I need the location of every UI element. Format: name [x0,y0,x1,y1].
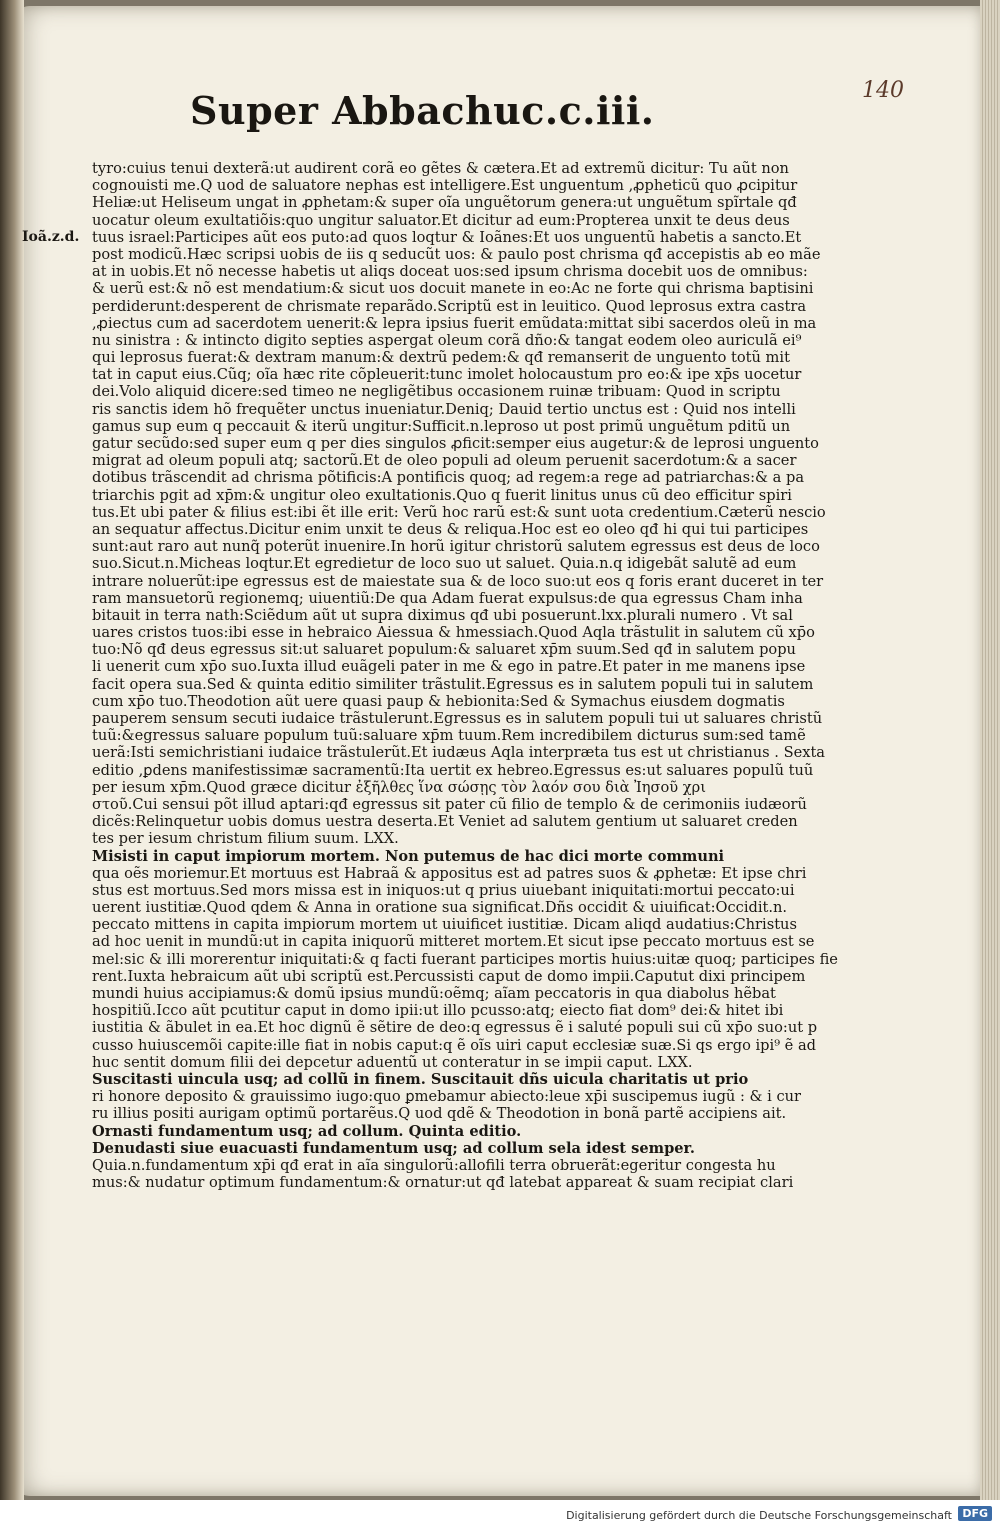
text-line: per iesum xp̄m.Quod græce dicitur ἐξῆλθες ἵνα σώσῃς τὸν λαόν σου διὰ Ἰησοῦ χρι [92,778,706,796]
text-line: nu sinistra : & intincto digito septies aspergat oleum corã dño:& tangat eodem oleo auriculã ei⁹ [92,331,802,349]
text-line: Heliæ:ut Heliseum ungat in ꝓphetam:& super oĩa unguẽtorum genera:ut unguẽtum spĩrtale qđ [92,194,797,212]
text-line: Suscitasti uincula usq; ad collũ in finem. Suscitauit dñs uicula charitatis ut prio [92,1070,749,1088]
text-line: hospitiũ.Icco aũt pcutitur caput in domo ipii:ut illo pcusso:atq; eiecto fiat dom⁹ dei:& hitet ibi [92,1002,784,1020]
text-line: perdiderunt:desperent de chrismate reparãdo.Scriptũ est in leuitico. Quod leprosus extra castra [92,297,807,315]
text-line: cusso huiuscemõi capite:ille fiat in nobis caput:q ẽ oĩs uiri caput ecclesiæ suæ.Si qs ergo ipi⁹ ẽ ad [92,1036,817,1054]
book-spine [0,0,24,1500]
text-line: cum xp̄o tuo.Theodotion aũt uere quasi paup & hebionita:Sed & Symachus eiusdem dogmatis [92,692,785,710]
folio-number: 140 [862,78,904,103]
text-line: Ornasti fundamentum usq; ad collum. Quinta editio. [92,1122,522,1140]
text-line: cognouisti me.Q uod de saluatore nephas est intelligere.Est unguentum ,ꝓpheticũ quo ꝓcipitur [92,177,798,195]
text-line: qui leprosus fuerat:& dextram manum:& dextrũ pedem:& qđ remanserit de unguento totũ mit [92,349,790,367]
text-line: facit opera sua.Sed & quinta editio similiter trãstulit.Egressus es in salutem populi tui in salutem [92,675,814,693]
text-line: tat in caput eius.Cũq; oĩa hæc rite cõpleuerit:tunc imolet holocaustum pro eo:& ipe xp̄s uocetur [92,366,802,384]
funding-note: Digitalisierung gefördert durch die Deutsche Forschungsgemeinschaft [566,1509,952,1522]
text-line: ad hoc uenit in mundũ:ut in capita iniquorũ mitteret mortem.Et sicut ipse peccato mortuus est se [92,933,815,951]
text-line: pauperem sensum secuti iudaice trãstulerunt.Egressus es in salutem populi tui ut saluares christũ [92,710,823,727]
text-line: tus.Et ubi pater & filius est:ibi ẽt ille erit: Verũ hoc rarũ est:& sunt uota credentium.Cæterũ nescio [92,503,826,521]
text-line: ris sanctis idem hõ frequẽter unctus inueniatur.Deniq; Dauid tertio unctus est : Quid nos intelli [92,400,796,418]
text-line: dotibus trãscendit ad chrisma põtificis:A pontificis quoq; ad regem:a rege ad patriarchas:& a pa [92,469,805,487]
text-line: rent.Iuxta hebraicum aũt ubi scriptũ est.Percussisti caput de domo impii.Caputut dixi principem [92,967,806,985]
text-line: qua oẽs moriemur.Et mortuus est Habraã & appositus est ad patres suos & ꝓphetæ: Et ipse chri [92,864,807,882]
body-text [92,160,838,1192]
text-line: peccato mittens in capita impiorum mortem ut uiuificet iustitiæ. Dicam aliqd audatius:Christus [92,916,797,934]
text-line: uerent iustitiæ.Quod qdem & Anna in oratione sua significat.Dñs occidit & uiuificat:Occidit.n. [92,899,788,917]
text-line: intrare noluerũt:ipe egressus est de maiestate sua & de loco suo:ut eos q foris erant duceret in ter [92,572,824,590]
text-line: dei.Volo aliquid dicere:sed timeo ne negligẽtibus occasionem ruinæ tribuam: Quod in scriptu [92,383,781,401]
text-line: tuũ:&egressus saluare populum tuũ:saluare xp̄m tuum.Rem incredibilem dicturus sum:sed tamẽ [92,727,806,745]
text-line: στοῦ.Cui sensui põt illud aptari:qđ egressus sit pater cũ filio de templo & de cerimoniis iudæorũ [92,795,807,813]
text-line: ,ꝓiectus cum ad sacerdotem uenerit:& lepra ipsius fuerit emũdata:mittat sibi sacerdos oleũ in ma [92,314,817,332]
text-line: ram mansuetorũ regionemq; uiuentiũ:De qua Adam fuerat expulsus:de qua egressus Cham inha [92,589,803,607]
text-line: & uerũ est:& nõ est mendatium:& sicut uos docuit manete in eo:Ac ne forte qui chrisma baptisini [92,280,814,298]
page-edge [980,0,1000,1500]
text-line: Denudasti siue euacuasti fundamentum usq; ad collum sela idest semper. [92,1139,695,1157]
text-line: triarchis pgit ad xp̄m:& ungitur oleo exultationis.Quo q fuerit linitus unus cũ deo efficitur spiri [92,486,792,504]
text-line: at in uobis.Et nõ necesse habetis ut aliqs doceat uos:sed ipsum chrisma docebit uos de omnibus: [92,263,808,281]
text-line: Misisti in caput impiorum mortem. Non putemus de hac dici morte communi [92,847,725,865]
text-line: ru illius positi aurigam optimũ portarẽus.Q uod qdẽ & Theodotion in bonã partẽ accipiens ait. [92,1105,787,1123]
text-line: tyro:cuius tenui dexterã:ut audirent corã eo gẽtes & cætera.Et ad extremũ dicitur: Tu aũt non [92,160,789,177]
text-line: migrat ad oleum populi atq; sactorũ.Et de oleo populi ad oleum peruenit sacerdotum:& a sacer [92,452,797,470]
text-line: mel:sic & illi morerentur iniquitati:& q facti fuerant participes mortis huius:uitæ quoq; participes fie [92,950,838,968]
text-line: an sequatur affectus.Dicitur enim unxit te deus & reliqua.Hoc est eo oleo qđ hi qui tui participes [92,520,809,538]
margin-note: Ioã.z.d. [22,229,80,245]
text-line: suo.Sicut.n.Micheas loqtur.Et egredietur de loco suo ut saluet. Quia.n.q idigebãt salutẽ ad eum [92,555,797,573]
dfg-logo: DFG [958,1506,992,1521]
text-line: huc sentit domum filii dei depcetur aduentũ ut conteratur in se impii caput. LXX. [92,1053,693,1071]
text-line: tes per iesum christum filium suum. LXX. [92,830,399,848]
text-line: editio ,ꝑdens manifestissimæ sacramentũ:Ita uertit ex hebreo.Egressus es:ut saluares populũ tuũ [92,761,814,779]
text-line: Quia.n.fundamentum xp̄i qđ erat in aĩa singulorũ:allofili terra obruerãt:egeritur congesta hu [92,1156,776,1174]
text-line: post modicũ.Hæc scripsi uobis de iis q seducũt uos: & paulo post chrisma qđ accepistis ab eo mãe [92,245,821,263]
text-line: stus est mortuus.Sed mors missa est in iniquos:ut q prius uiuebant iniquitati:mortui peccato:ui [92,881,795,899]
text-line: iustitia & ãbulet in ea.Et hoc dignũ ẽ sẽtire de deo:q egressus ẽ i saluté populi sui cũ xp̄o suo:ut p [92,1019,818,1037]
text-line: ri honore deposito & grauissimo iugo:quo ꝑmebamur abiecto:leue xp̄i suscipemus iugũ : & i cur [92,1088,801,1106]
text-line: gamus sup eum q peccauit & iterũ ungitur:Sufficit.n.leproso ut post primũ unguẽtum pditũ un [92,417,791,435]
text-line: tuus israel:Participes aũt eos puto:ad quos loqtur & Ioãnes:Et uos unguentũ habetis a sancto.Et [92,228,802,246]
text-line: tuo:Nõ qđ deus egressus sit:ut saluaret populum:& saluaret xp̄m suum.Sed qđ in salutem popu [92,641,796,659]
text-line: uerã:Isti semichristiani iudaice trãstulerũt.Et iudæus Aqla interpræta tus est ut christianus . Sexta [92,744,826,762]
text-line: dicẽs:Relinquetur uobis domus uestra deserta.Et Veniet ad salutem gentium ut saluaret creden [92,813,798,831]
text-line: uocatur oleum exultatiõis:quo ungitur saluator.Et dicitur ad eum:Propterea unxit te deus deus [92,211,790,229]
text-line: li uenerit cum xp̄o suo.Iuxta illud euãgeli pater in me & ego in patre.Et pater in me manens ipse [92,658,806,676]
text-line: mundi huius accipiamus:& domũ ipsius mundũ:oẽmq; aĩam peccatoris in qua diabolus hẽbat [92,985,776,1002]
text-line: gatur secũdo:sed super eum q per dies singulos ꝓficit:semper eius augetur:& de leprosi unguento [92,435,819,452]
running-head: Super Abbachuc.c.iii. [190,88,655,133]
text-line: uares cristos tuos:ibi esse in hebraico Aiessua & hmessiach.Quod Aqla trãstulit in salutem cũ xp̄o [92,624,815,642]
text-line: mus:& nudatur optimum fundamentum:& ornatur:ut qđ latebat appareat & suam recipiat clari [92,1174,794,1192]
text-line: sunt:aut raro aut nunq̃ poterũt inuenire.In horũ igitur christorũ salutem egressus est deus de loco [92,538,820,556]
text-line: bitauit in terra nath:Sciẽdum aũt ut supra diximus qđ ubi posuerunt.lxx.plurali numero . Vt sal [92,606,793,624]
